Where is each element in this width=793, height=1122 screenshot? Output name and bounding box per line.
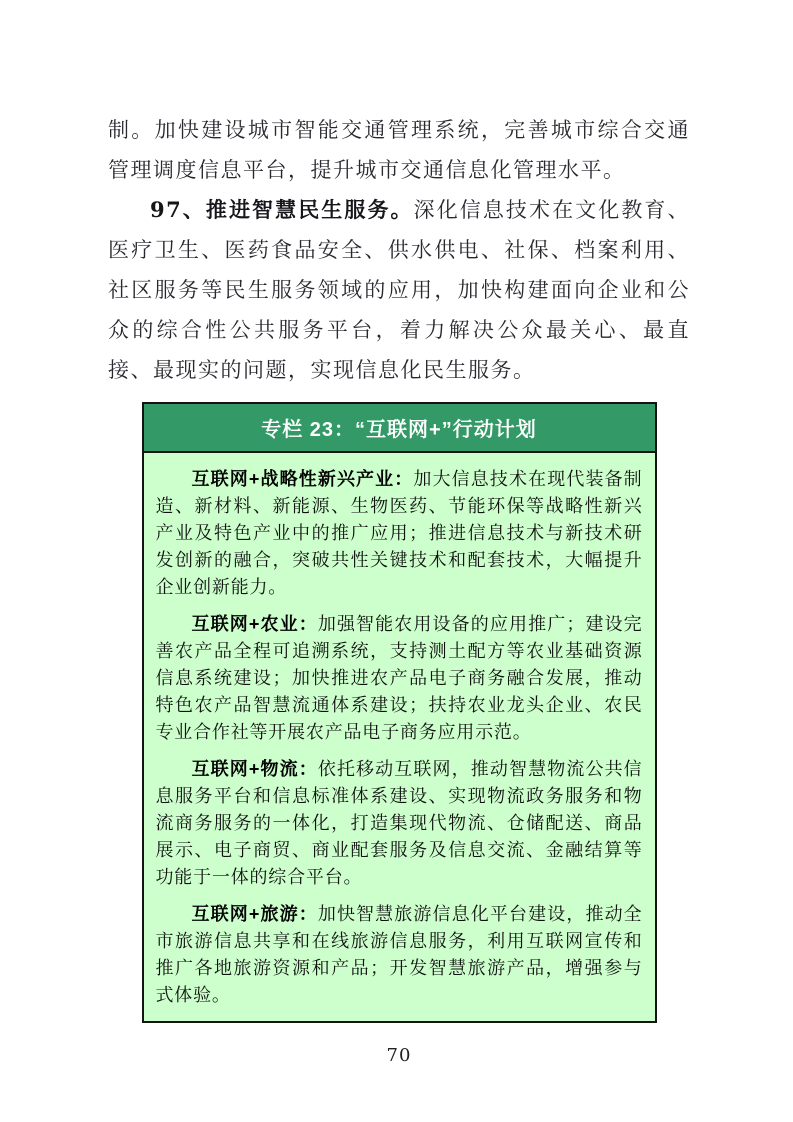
panel-body [144,453,655,1021]
page-number: 70 [386,1045,412,1066]
panel-item-label: 互联网+农业： [191,614,318,634]
panel-item-text: 加大信息技术在现代装备制造、新材料、新能源、生物医药、节能环保等战略性新兴产业及特色产业中的推广应用；推进信息技术与新技术研发创新的融合，突破共性关键技术和配套技术，大幅提升企业创新能力。 [155,469,643,598]
section-heading: 97、推进智慧民生服务。 [150,197,414,222]
panel-item-logistics [156,756,643,891]
panel-item-label: 互联网+物流： [191,759,318,779]
panel-title: 专栏 23：“互联网+”行动计划 [144,404,655,453]
paragraph-text: 深化信息技术在文化教育、医疗卫生、医药食品安全、供水供电、社保、档案利用、社区服务等民生服务领域的应用，加快构建面向企业和公众的综合性公共服务平台，着力解决公众最关心、最直接、最现实的问题，实现信息化民生服务。 [108,198,690,382]
panel-item-text: 加强智能农用设备的应用推广；建设完善农产品全程可追溯系统，支持测土配方等农业基础资源信息系统建设；加快推进农产品电子商务融合发展，推动特色农产品智慧流通体系建设；扶持农业龙头企业、农民专业合作社等开展农产品电子商务应用示范。 [155,614,643,743]
paragraph-text: 制。加快建设城市智能交通管理系统，完善城市综合交通管理调度信息平台，提升城市交通信息化管理水平。 [108,118,690,182]
page-content [108,110,690,1066]
panel-item-text: 依托移动互联网，推动智慧物流公共信息服务平台和信息标准体系建设、实现物流政务服务和物流商务服务的一体化，打造集现代物流、仓储配送、商品展示、电子商贸、商业配套服务及信息交流、金融结算等功能于一体的综合平台。 [155,759,643,888]
panel-item-strategic-industries [156,466,643,601]
panel-internet-plus-action-plan [142,402,657,1023]
panel-item-text: 加快智慧旅游信息化平台建设，推动全市旅游信息共享和在线旅游信息服务，利用互联网宣传和推广各地旅游资源和产品；开发智慧旅游产品，增强参与式体验。 [155,904,643,1006]
paragraph-section-97 [108,190,690,390]
paragraph-continuation [108,110,690,190]
panel-item-label: 互联网+旅游： [191,904,318,924]
panel-item-label: 互联网+战略性新兴产业： [191,469,414,489]
panel-item-tourism [156,901,643,1009]
panel-item-agriculture [156,611,643,746]
